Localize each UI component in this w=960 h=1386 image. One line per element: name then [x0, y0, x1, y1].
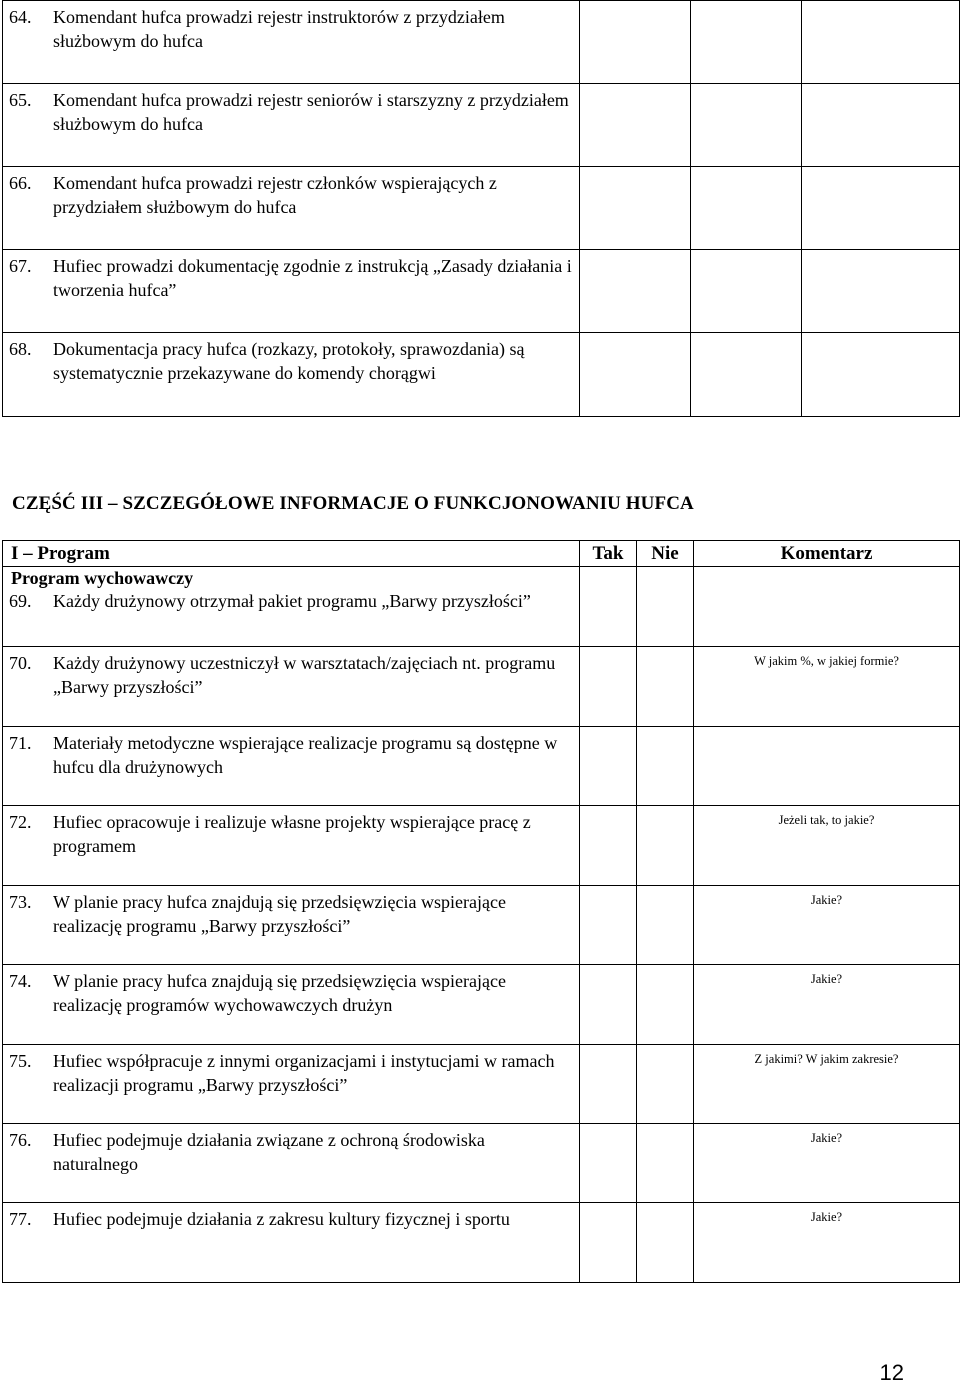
item-number: 72.: [9, 811, 32, 832]
comment-cell[interactable]: Jakie?: [694, 1123, 960, 1202]
section-title: CZĘŚĆ III – SZCZEGÓŁOWE INFORMACJE O FUNKCJONOWANIU HUFCA: [12, 493, 694, 514]
item-text: Hufiec podejmuje działania z zakresu kultury fizycznej i sportu: [53, 1208, 510, 1229]
comment-cell[interactable]: [802, 1, 960, 84]
answer-cell[interactable]: [580, 250, 691, 333]
header-yes: Tak: [580, 541, 637, 567]
item-number: 64.: [9, 7, 32, 27]
item-number: 69.: [9, 591, 32, 611]
comment-cell[interactable]: W jakim %, w jakiej formie?: [694, 646, 960, 726]
table-row: [3, 1, 960, 84]
comment-cell[interactable]: [694, 589, 960, 646]
item-text: Hufiec współpracuje z innymi organizacjami i instytucjami w ramach realizacji programu „Barwy przyszłości”: [53, 1050, 555, 1095]
item-text: Dokumentacja pracy hufca (rozkazy, protokoły, sprawozdania) są systematycznie przekazywane do komendy chorągwi: [53, 339, 525, 383]
item-number: 73.: [9, 891, 32, 912]
item-text: Hufiec prowadzi dokumentację zgodnie z instrukcją „Zasady działania i tworzenia hufca”: [53, 256, 572, 300]
subheader-program-wychowawczy: Program wychowawczy: [3, 567, 580, 590]
comment-cell[interactable]: [694, 726, 960, 805]
item-number: 67.: [9, 256, 32, 276]
comment-cell[interactable]: Z jakimi? W jakim zakresie?: [694, 1044, 960, 1123]
answer-cell[interactable]: [580, 726, 637, 805]
table-row: [3, 1123, 960, 1202]
item-text: Każdy drużynowy otrzymał pakiet programu „Barwy przyszłości”: [53, 591, 531, 611]
answer-cell[interactable]: [580, 1202, 637, 1282]
comment-cell[interactable]: [802, 250, 960, 333]
table-row: [3, 885, 960, 964]
item-number: 75.: [9, 1050, 32, 1071]
answer-cell[interactable]: [637, 726, 694, 805]
item-number: 77.: [9, 1208, 32, 1229]
item-text: Komendant hufca prowadzi rejestr instruktorów z przydziałem służbowym do hufca: [53, 7, 505, 51]
table-row: [3, 84, 960, 167]
answer-cell[interactable]: [580, 167, 691, 250]
header-no: Nie: [637, 541, 694, 567]
answer-cell[interactable]: [691, 84, 802, 167]
item-number: 71.: [9, 732, 32, 753]
answer-cell[interactable]: [580, 84, 691, 167]
answer-cell[interactable]: [691, 250, 802, 333]
item-text: Komendant hufca prowadzi rejestr członków wspierających z przydziałem służbowym do hufca: [53, 173, 497, 217]
item-number: 70.: [9, 652, 32, 673]
comment-cell[interactable]: Jakie?: [694, 1202, 960, 1282]
answer-cell[interactable]: [580, 1044, 637, 1123]
comment-cell[interactable]: [802, 333, 960, 417]
item-text: Materiały metodyczne wspierające realizacje programu są dostępne w hufcu dla drużynowych: [53, 732, 558, 777]
answer-cell[interactable]: [637, 1044, 694, 1123]
answer-cell[interactable]: [637, 567, 694, 590]
item-number: 68.: [9, 339, 32, 359]
comment-cell[interactable]: [694, 567, 960, 590]
comment-cell[interactable]: Jeżeli tak, to jakie?: [694, 805, 960, 885]
table-row: [3, 333, 960, 417]
answer-cell[interactable]: [580, 885, 637, 964]
answer-cell[interactable]: [691, 167, 802, 250]
item-text: Hufiec podejmuje działania związane z ochroną środowiska naturalnego: [53, 1129, 485, 1174]
answer-cell[interactable]: [637, 1202, 694, 1282]
table-row: [3, 589, 960, 646]
answer-cell[interactable]: [691, 1, 802, 84]
answer-cell[interactable]: [580, 589, 637, 646]
answer-cell[interactable]: [580, 805, 637, 885]
answer-cell[interactable]: [580, 964, 637, 1044]
answer-cell[interactable]: [637, 646, 694, 726]
table-row: [3, 646, 960, 726]
answer-cell[interactable]: [637, 885, 694, 964]
answer-cell[interactable]: [637, 964, 694, 1044]
header-comment: Komentarz: [694, 541, 960, 567]
top-questions-table: [2, 0, 960, 417]
comment-cell[interactable]: Jakie?: [694, 885, 960, 964]
table-row: [3, 964, 960, 1044]
answer-cell[interactable]: [580, 1, 691, 84]
table-header-row: [3, 541, 960, 567]
answer-cell[interactable]: [580, 567, 637, 590]
item-text: Każdy drużynowy uczestniczył w warsztatach/zajęciach nt. programu „Barwy przyszłości”: [53, 652, 556, 697]
answer-cell[interactable]: [580, 333, 691, 417]
table-row: [3, 805, 960, 885]
item-text: W planie pracy hufca znajdują się przedsięwzięcia wspierające realizację programu „Barwy przyszłości”: [53, 891, 506, 936]
table-row: [3, 1202, 960, 1282]
table-subheader-row: [3, 567, 960, 590]
item-number: 65.: [9, 90, 32, 110]
table-row: [3, 726, 960, 805]
answer-cell[interactable]: [637, 805, 694, 885]
page-number: 12: [879, 1360, 904, 1385]
item-number: 66.: [9, 173, 32, 193]
comment-cell[interactable]: Jakie?: [694, 964, 960, 1044]
item-text: Hufiec opracowuje i realizuje własne projekty wspierające pracę z programem: [53, 811, 531, 856]
answer-cell[interactable]: [580, 1123, 637, 1202]
answer-cell[interactable]: [637, 589, 694, 646]
comment-cell[interactable]: [802, 167, 960, 250]
header-program: I – Program: [3, 541, 580, 567]
answer-cell[interactable]: [580, 646, 637, 726]
program-table: [2, 540, 960, 1283]
comment-cell[interactable]: [802, 84, 960, 167]
table-row: [3, 167, 960, 250]
item-text: Komendant hufca prowadzi rejestr seniorów i starszyzny z przydziałem służbowym do hufca: [53, 90, 569, 134]
item-text: W planie pracy hufca znajdują się przedsięwzięcia wspierające realizację programów wychowawczych drużyn: [53, 970, 506, 1015]
item-number: 74.: [9, 970, 32, 991]
item-number: 76.: [9, 1129, 32, 1150]
table-row: [3, 250, 960, 333]
table-row: [3, 1044, 960, 1123]
answer-cell[interactable]: [637, 1123, 694, 1202]
answer-cell[interactable]: [691, 333, 802, 417]
